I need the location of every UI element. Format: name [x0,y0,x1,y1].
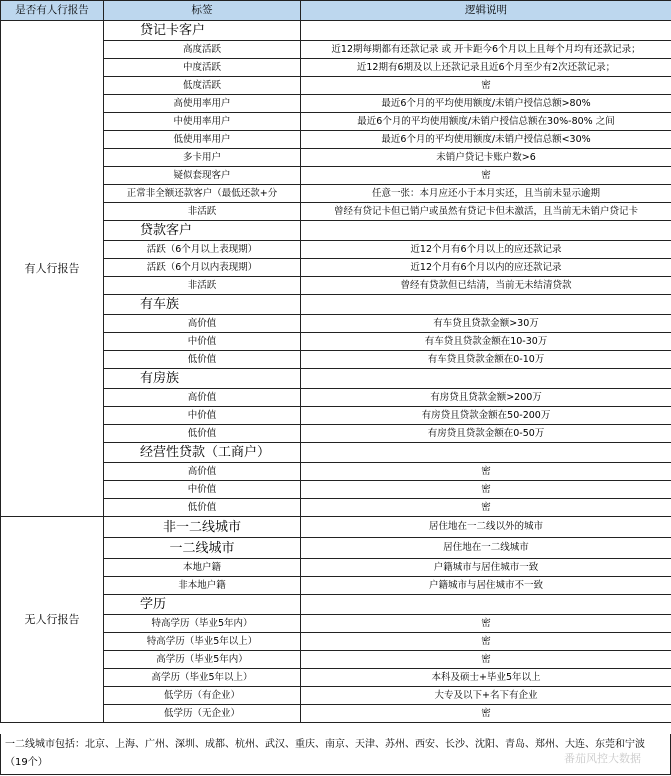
header-tag: 标签 [104,1,301,21]
logic-cell: 未销户贷记卡账户数>6 [301,149,671,167]
tag-cell: 高使用率用户 [104,95,301,113]
section-row [1,21,671,41]
tag-cell: 高学历（毕业5年内） [104,651,301,669]
group-label: 有人行报告 [1,21,104,517]
logic-cell: 近12个月有6个月以内的应还款记录 [301,259,671,277]
logic-cell: 最近6个月的平均使用额度/未销户授信总额>80% [301,95,671,113]
logic-cell: 有房贷且贷款金额在50-200万 [301,407,671,425]
tag-cell: 中度活跃 [104,59,301,77]
section-title: 经营性贷款（工商户） [104,443,301,463]
logic-cell: 户籍城市与居住城市一致 [301,559,671,577]
logic-cell: 户籍城市与居住城市不一致 [301,577,671,595]
tag-cell: 非本地户籍 [104,577,301,595]
tag-cell: 疑似套现客户 [104,167,301,185]
logic-cell: 曾经有贷款但已结清，当前无未结清贷款 [301,277,671,295]
tag-cell: 正常非全额还款客户（最低还款+分 [104,185,301,203]
logic-cell: 密 [301,615,671,633]
section-title: 贷记卡客户 [104,21,301,41]
logic-cell: 居住地在一二线以外的城市 [301,517,671,538]
tag-cell: 高学历（毕业5年以上） [104,669,301,687]
header-row [1,1,671,21]
tag-cell: 非活跃 [104,203,301,221]
logic-cell: 密 [301,499,671,517]
tag-cell: 多卡用户 [104,149,301,167]
tag-cell: 低价值 [104,499,301,517]
tag-cell: 中价值 [104,481,301,499]
logic-cell: 密 [301,651,671,669]
tag-cell: 高度活跃 [104,41,301,59]
logic-cell: 大专及以下+名下有企业 [301,687,671,705]
watermark: 番茄风控大数据 [564,752,641,765]
section-title: 学历 [104,595,301,615]
footer-text: 一二线城市包括：北京、上海、广州、深圳、成都、杭州、武汉、重庆、南京、天津、苏州、西安、长沙、沈阳、青岛、郑州、大连、东莞和宁波（19个） [5,739,645,768]
logic-cell: 最近6个月的平均使用额度/未销户授信总额在30%-80% 之间 [301,113,671,131]
tag-cell: 一二线城市 [104,538,301,559]
logic-cell: 有车贷且贷款金额在10-30万 [301,333,671,351]
logic-cell: 有房贷且贷款金额>200万 [301,389,671,407]
logic-cell [301,595,671,615]
logic-cell: 曾经有贷记卡但已销户或虽然有贷记卡但未激活，且当前无未销户贷记卡 [301,203,671,221]
tag-cell: 特高学历（毕业5年内） [104,615,301,633]
tag-cell: 低度活跃 [104,77,301,95]
logic-cell [301,295,671,315]
tag-cell: 高价值 [104,315,301,333]
logic-cell: 本科及硕士+毕业5年以上 [301,669,671,687]
table-row [1,517,671,538]
logic-cell: 密 [301,463,671,481]
logic-cell: 居住地在一二线城市 [301,538,671,559]
tag-cell: 非活跃 [104,277,301,295]
tag-cell: 中使用率用户 [104,113,301,131]
logic-cell: 任意一张：本月应还小于本月实还，且当前未显示逾期 [301,185,671,203]
logic-cell: 有房贷且贷款金额在0-50万 [301,425,671,443]
logic-cell: 密 [301,481,671,499]
logic-cell: 有车贷且贷款金额>30万 [301,315,671,333]
tag-cell: 高价值 [104,463,301,481]
tag-cell: 特高学历（毕业5年以上） [104,633,301,651]
logic-cell: 有车贷且贷款金额在0-10万 [301,351,671,369]
logic-cell: 近12期有6期及以上还款记录且近6个月至少有2次还款记录； [301,59,671,77]
logic-cell: 密 [301,633,671,651]
logic-cell [301,369,671,389]
tag-cell: 非一二线城市 [104,517,301,538]
tag-cell: 低价值 [104,351,301,369]
logic-cell [301,21,671,41]
logic-cell [301,443,671,463]
tag-cell: 中价值 [104,333,301,351]
logic-cell: 近12个月有6个月以上的应还款记录 [301,241,671,259]
tag-cell: 中价值 [104,407,301,425]
logic-cell [301,221,671,241]
tag-cell: 本地户籍 [104,559,301,577]
header-logic: 逻辑说明 [301,1,671,21]
tag-cell: 低使用率用户 [104,131,301,149]
logic-cell: 密 [301,77,671,95]
logic-cell: 密 [301,705,671,723]
section-title: 有房族 [104,369,301,389]
section-title: 贷款客户 [104,221,301,241]
tag-cell: 低学历（无企业） [104,705,301,723]
logic-cell: 密 [301,167,671,185]
tag-cell: 活跃（6个月以上表现期） [104,241,301,259]
tag-cell: 高价值 [104,389,301,407]
logic-cell: 最近6个月的平均使用额度/未销户授信总额<30% [301,131,671,149]
tag-cell: 低价值 [104,425,301,443]
group-label: 无人行报告 [1,517,104,723]
tag-cell: 低学历（有企业） [104,687,301,705]
section-title: 有车族 [104,295,301,315]
header-report: 是否有人行报告 [1,1,104,21]
tag-cell: 活跃（6个月以内表现期） [104,259,301,277]
logic-cell: 近12期每期都有还款记录 或 开卡距今6个月以上且每个月均有还款记录； [301,41,671,59]
